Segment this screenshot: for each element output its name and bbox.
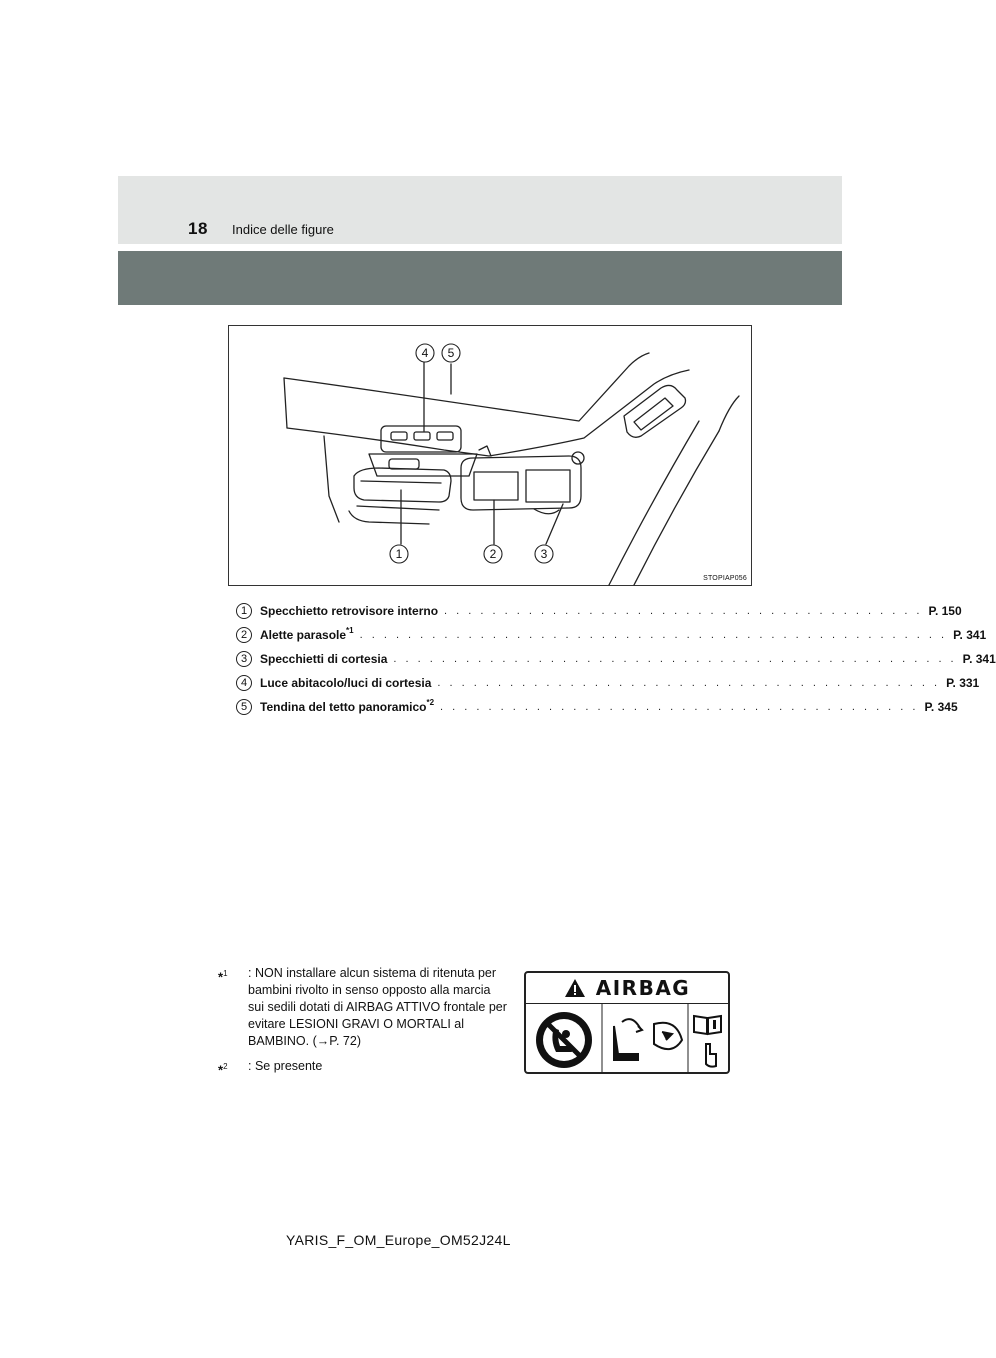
figure-code: STOPIAP056 — [703, 575, 747, 582]
legend-item — [236, 599, 962, 623]
footnote-marker: *$^2$ — [218, 1062, 228, 1078]
footnote-marker: *$^1$ — [218, 969, 228, 985]
legend-item — [236, 623, 987, 647]
callout-2: 2 — [489, 547, 497, 561]
warning-triangle-icon — [564, 978, 586, 998]
legend-item — [236, 671, 980, 695]
footnote-1 — [218, 965, 508, 1050]
page-reference[interactable]: P. 150 — [928, 604, 962, 618]
footnote-ref: *2 — [426, 698, 435, 707]
roof-illustration — [228, 325, 752, 586]
legend-number: 2 — [236, 627, 252, 643]
callout-5: 5 — [447, 346, 455, 360]
callout-3: 3 — [540, 547, 548, 561]
page-reference[interactable]: P. 331 — [946, 676, 980, 690]
leader-dots: . . . . . . . . . . . . . . . . . . . . . . . . . . . . . . . . . . . . . . . . . . — [437, 677, 941, 689]
footnote-text: : NON installare alcun sistema di ritenuta per bambini rivolto in senso opposto alla marcia sui sedili dotati di AIRBAG ATTIVO frontale per evitare LESIONI GRAVI O MORTALI al BAMBINO. (→P. 72) — [248, 966, 507, 1048]
airbag-deploy-seat-icon — [614, 1019, 682, 1060]
leader-dots: . . . . . . . . . . . . . . . . . . . . . . . . . . . . . . . . . . . . . . . . . . . . . . . — [393, 653, 957, 665]
legend-list — [236, 599, 996, 719]
page-number: 18 — [188, 219, 208, 238]
callout-4: 4 — [421, 346, 429, 360]
legend-number: 3 — [236, 651, 252, 667]
page-reference[interactable]: P. 341 — [953, 628, 987, 642]
legend-label[interactable]: Tendina del tetto panoramico$^{*2}$ — [260, 698, 435, 714]
page-reference[interactable]: P. 345 — [924, 700, 958, 714]
airbag-warning-label — [524, 971, 730, 1074]
legend-item — [236, 695, 958, 719]
airbag-word: AIRBAG — [595, 976, 691, 1000]
airbag-pictograms — [526, 1004, 728, 1074]
legend-label[interactable]: Specchietti di cortesia — [260, 652, 388, 666]
leader-dots: . . . . . . . . . . . . . . . . . . . . . . . . . . . . . . . . . . . . . . . . — [444, 605, 923, 617]
footnote-ref: *1 — [346, 626, 354, 635]
read-manual-icon — [694, 1016, 721, 1067]
legend-label[interactable]: Specchietto retrovisore interno — [260, 604, 439, 618]
footnote-text: : Se presente — [248, 1059, 323, 1073]
legend-number: 4 — [236, 675, 252, 691]
footnotes — [218, 965, 508, 1086]
header-band — [118, 176, 842, 244]
legend-label[interactable]: Luce abitacolo/luci di cortesia — [260, 676, 432, 690]
legend-label[interactable]: Alette parasole$^{*1}$ — [260, 626, 354, 642]
legend-item — [236, 647, 996, 671]
footnote-2 — [218, 1058, 508, 1078]
airbag-label-header — [526, 973, 728, 1004]
document-code: YARIS_F_OM_Europe_OM52J24L — [286, 1232, 511, 1248]
callout-1: 1 — [395, 547, 403, 561]
roof-line-drawing — [229, 326, 751, 585]
leader-dots: . . . . . . . . . . . . . . . . . . . . . . . . . . . . . . . . . . . . . . . . . . . . . . . . . — [359, 629, 948, 641]
section-band — [118, 251, 842, 305]
page-reference[interactable]: P. 341 — [962, 652, 996, 666]
section-title: Indice delle figure — [232, 222, 334, 237]
no-rear-facing-child-seat-icon — [536, 1012, 592, 1068]
legend-number: 1 — [236, 603, 252, 619]
legend-number: 5 — [236, 699, 252, 715]
leader-dots: . . . . . . . . . . . . . . . . . . . . . . . . . . . . . . . . . . . . . . . . — [440, 701, 919, 713]
